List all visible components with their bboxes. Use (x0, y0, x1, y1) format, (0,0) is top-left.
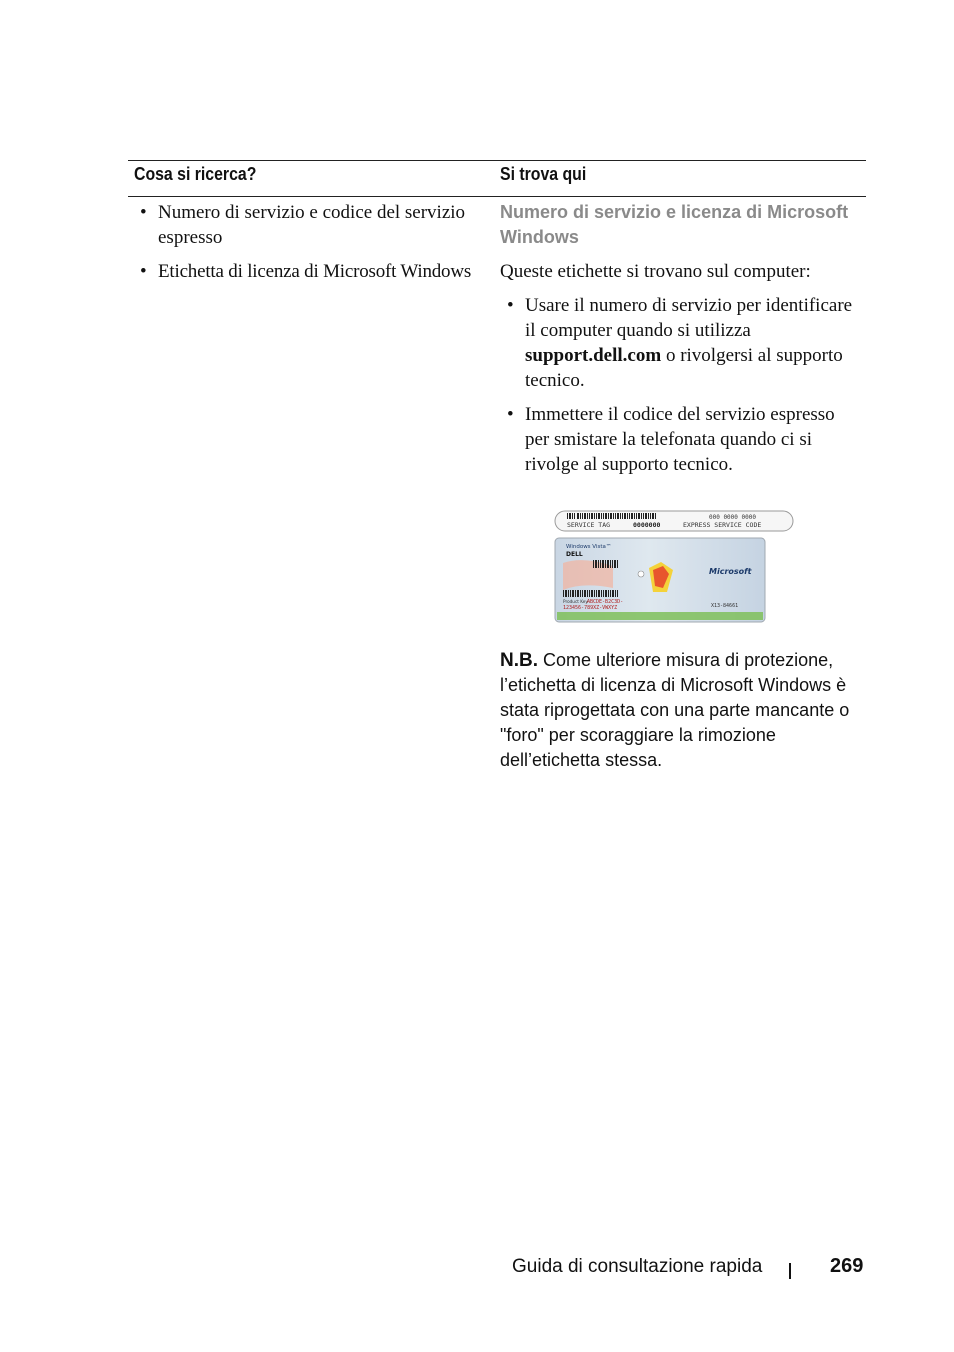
service-tag-label (555, 511, 793, 531)
coa-code: X13-84661 (711, 603, 739, 609)
list-item-text: Numero di servizio e codice del servizio espresso (158, 202, 466, 248)
service-tag-text: SERVICE TAG (567, 521, 611, 529)
list-item-text: Etichetta di licenza di Microsoft Windows (158, 261, 472, 282)
table-header-rule (128, 196, 866, 197)
microsoft-coa-label (555, 538, 765, 622)
list-item-text: Usare il numero di servizio per identificare il computer quando si utilizza support.dell.com o rivolgersi al supporto tecnico. (525, 295, 853, 391)
list-item (140, 200, 490, 250)
service-tag-value: 0000000 (633, 521, 661, 529)
intro-text: Queste etichette si trovano sul computer: (500, 261, 811, 282)
bullet-icon: • (140, 202, 147, 223)
product-key-value-2: 123456-789XZ-VWXYZ (563, 605, 618, 611)
page-number: 269 (830, 1255, 864, 1277)
column-header-search: Cosa si ricerca? (134, 164, 257, 184)
list-item-text: Immettere il codice del servizio espresso per smistare la telefonata quando ci si rivolge al supporto tecnico. (525, 404, 835, 475)
bullet-icon: • (140, 261, 147, 282)
footer-separator (789, 1263, 791, 1279)
product-key-label: Product Key (563, 599, 588, 604)
bullet-icon: • (507, 295, 514, 316)
column-header-location: Si trova qui (500, 164, 587, 184)
list-item (507, 293, 857, 393)
support-link: support.dell.com (525, 345, 662, 366)
coa-title: Windows Vista™ (566, 544, 612, 550)
footer-title: Guida di consultazione rapida (512, 1256, 763, 1277)
list-item (140, 259, 500, 284)
dell-logo-text: DELL (566, 551, 583, 558)
note-paragraph (500, 648, 862, 773)
section-heading: Numero di servizio e licenza di Microsoft Windows (500, 202, 849, 247)
express-code-value: 000 0000 0000 (709, 514, 756, 521)
microsoft-logo-text: Microsoft (709, 567, 752, 576)
note-label: N.B. (500, 650, 538, 671)
note-text: Come ulteriore misura di protezione, l’etichetta di licenza di Microsoft Windows è stata riprogettata con una parte mancante o "foro" per scoraggiare la rimozione dell’etichetta stessa. (500, 650, 850, 770)
express-code-text: EXPRESS SERVICE CODE (683, 521, 762, 529)
table-top-rule (128, 160, 866, 161)
service-and-license-label-image (553, 508, 797, 624)
list-item (507, 402, 859, 477)
bullet-icon: • (507, 404, 514, 425)
product-key-value: ABCDE-B2C3D- (587, 599, 624, 605)
